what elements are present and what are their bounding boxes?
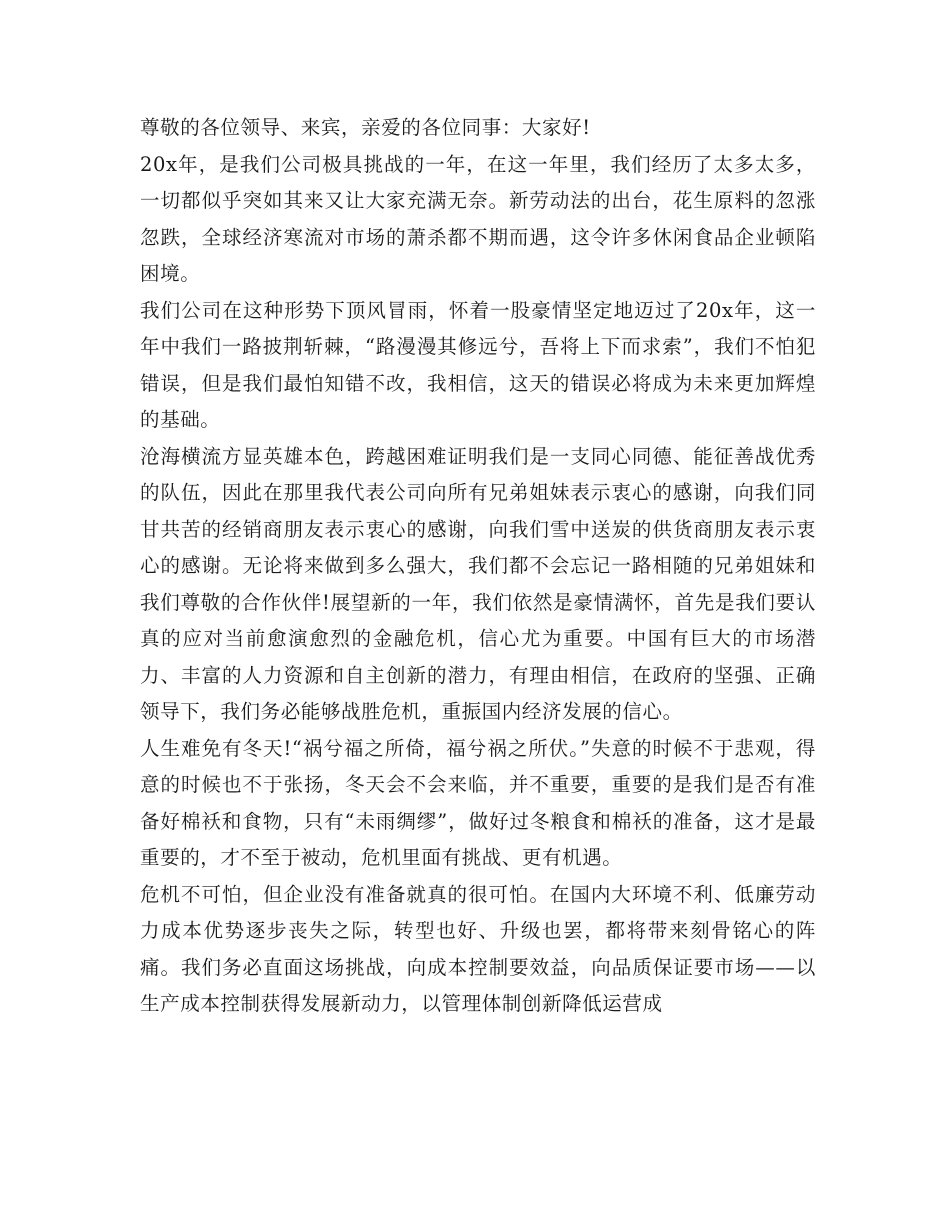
body-paragraph-3: 沧海横流方显英雄本色，跨越困难证明我们是一支同心同德、能征善战优秀的队伍，因此在那里我代表公司向所有兄弟姐妹表示衷心的感谢，向我们同甘共苦的经销商朋友表示衷心的感谢，向我们雪中送炭的供货商朋友表示衷心的感谢。无论将来做到多么强大，我们都不会忘记一路相随的兄弟姐妹和我们尊敬的合作伙伴!展望新的一年，我们依然是豪情满怀，首先是我们要认真的应对当前愈演愈烈的金融危机，信心尤为重要。中国有巨大的市场潜力、丰富的人力资源和自主创新的潜力，有理由相信，在政府的坚强、正确领导下，我们务必能够战胜危机，重振国内经济发展的信心。 [140,444,816,723]
body-paragraph-2: 我们公司在这种形势下顶风冒雨，怀着一股豪情坚定地迈过了20x年，这一年中我们一路披荆斩棘，“路漫漫其修远兮，吾将上下而求索”，我们不怕犯错误，但是我们最怕知错不改，我相信，这天的错误必将成为未来更加辉煌的基础。 [140,298,816,431]
body-paragraph-5: 危机不可怕，但企业没有准备就真的很可怕。在国内大环境不利、低廉劳动力成本优势逐步丧失之际，转型也好、升级也罢，都将带来刻骨铭心的阵痛。我们务必直面这场挑战，向成本控制要效益，向品质保证要市场——以生产成本控制获得发展新动力，以管理体制创新降低运营成 [140,882,816,1015]
body-paragraph-4: 人生难免有冬天!“祸兮福之所倚，福兮祸之所伏。”失意的时候不于悲观，得意的时候也不于张扬，冬天会不会来临，并不重要，重要的是我们是否有准备好棉袄和食物，只有“未雨绸缪”，做好过冬粮食和棉袄的准备，这才是最重要的，才不至于被动，危机里面有挑战、更有机遇。 [140,736,816,869]
body-paragraph-1: 20x年，是我们公司极具挑战的一年，在这一年里，我们经历了太多太多，一切都似乎突如其来又让大家充满无奈。新劳动法的出台，花生原料的忽涨忽跌，全球经济寒流对市场的萧杀都不期而遇，这令许多休闲食品企业顿陷困境。 [140,152,816,285]
document-body [140,110,816,1023]
greeting-paragraph: 尊敬的各位领导、来宾，亲爱的各位同事：大家好! [140,116,591,139]
